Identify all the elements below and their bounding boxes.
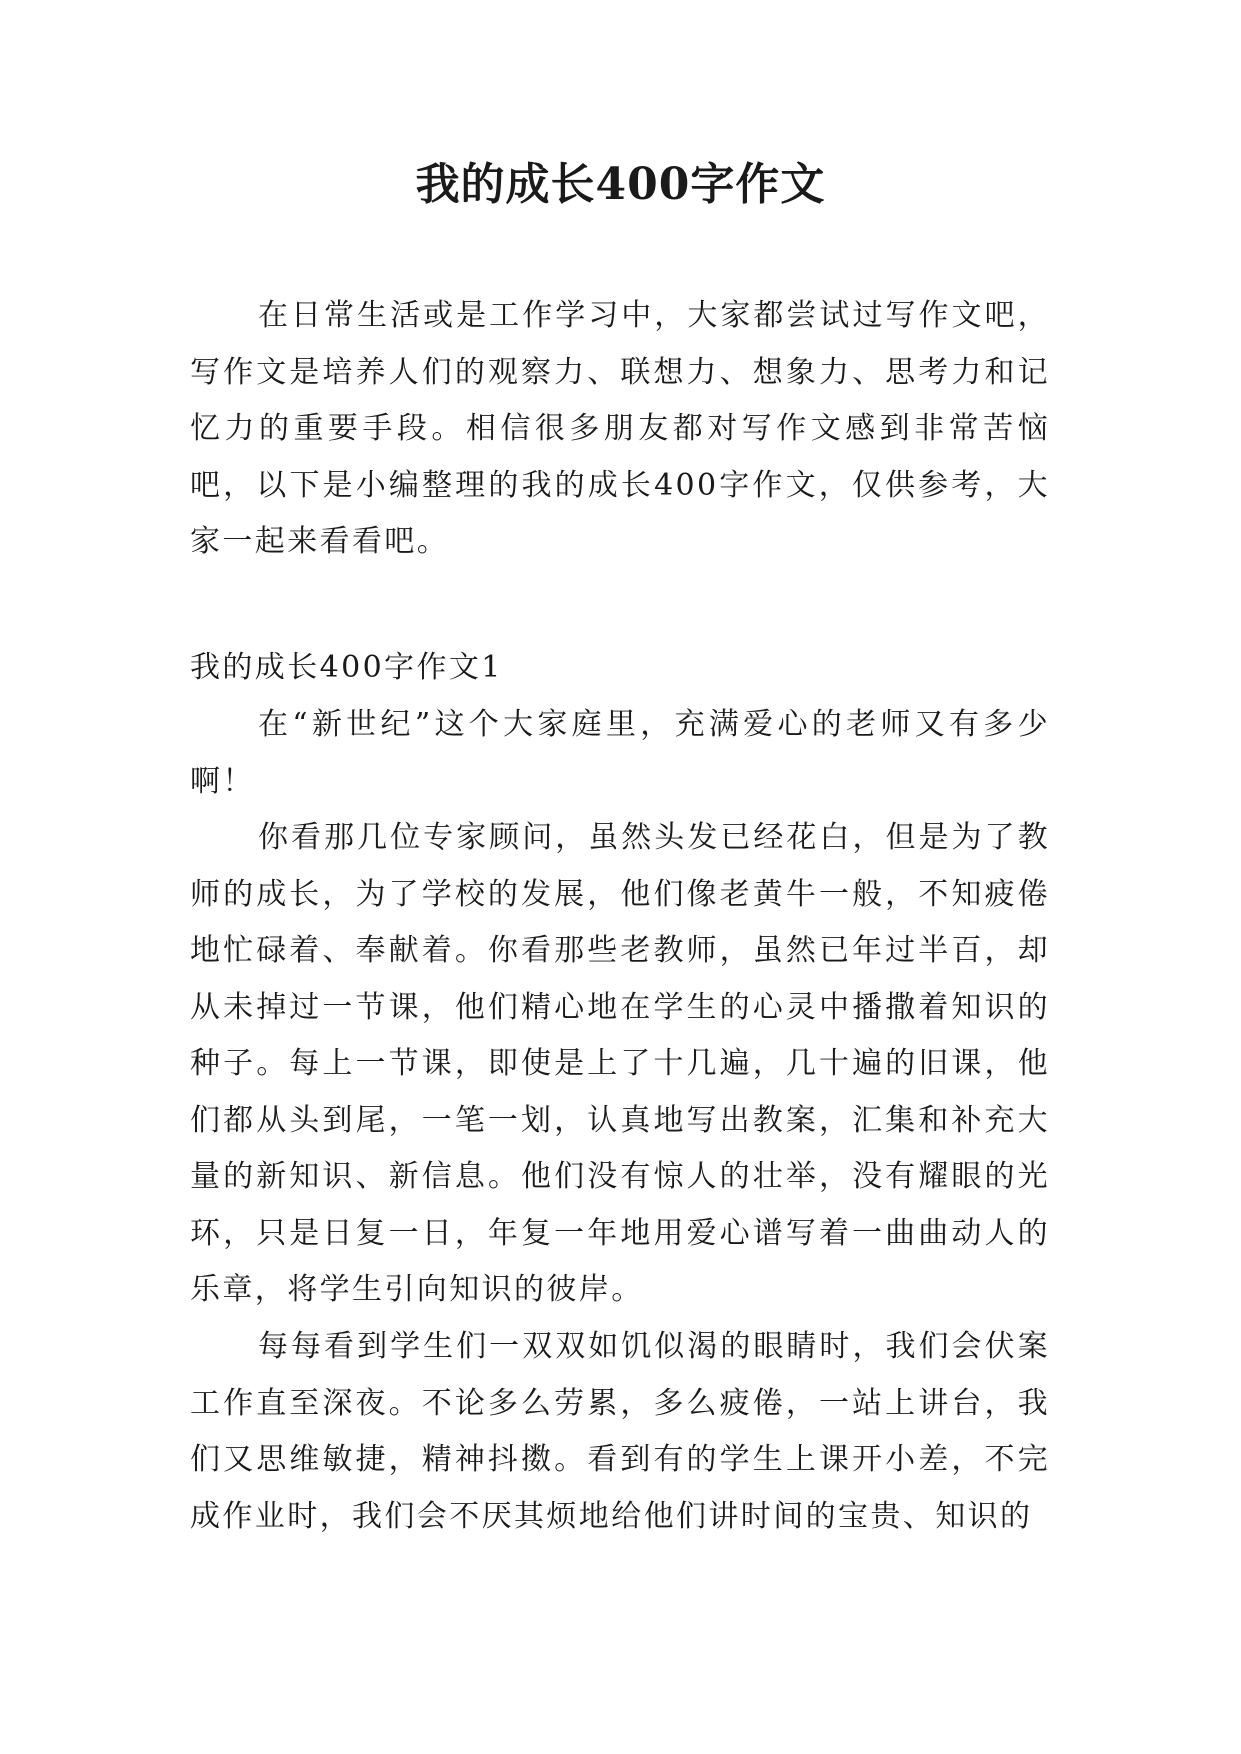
essay-paragraph-3: 每每看到学生们一双双如饥似渴的眼睛时，我们会伏案工作直至深夜。不论多么劳累，多么疲倦，一站上讲台，我们又思维敏捷，精神抖擞。看到有的学生上课开小差，不完成作业时，我们会不厌其烦地给他们讲时间的宝贵、知识的 — [190, 1329, 1050, 1534]
intro-paragraph: 在日常生活或是工作学习中，大家都尝试过写作文吧，写作文是培养人们的观察力、联想力、想象力、思考力和记忆力的重要手段。相信很多朋友都对写作文感到非常苦恼吧，以下是小编整理的我的成长400字作文，仅供参考，大家一起来看看吧。 — [190, 298, 1050, 559]
section-heading: 我的成长400字作文1 — [190, 650, 503, 685]
document-title: 我的成长400字作文 — [415, 159, 826, 210]
essay-paragraph-2: 你看那几位专家顾问，虽然头发已经花白，但是为了教师的成长，为了学校的发展，他们像老黄牛一般，不知疲倦地忙碌着、奉献着。你看那些老教师，虽然已年过半百，却从未掉过一节课，他们精心地在学生的心灵中播撒着知识的种子。每上一节课，即使是上了十几遍，几十遍的旧课，他们都从头到尾，一笔一划，认真地写出教案，汇集和补充大量的新知识、新信息。他们没有惊人的壮举，没有耀眼的光环，只是日复一日，年复一年地用爱心谱写着一曲曲动人的乐章，将学生引向知识的彼岸。 — [190, 820, 1050, 1307]
essay-paragraph-1: 在“新世纪”这个大家庭里，充满爱心的老师又有多少啊！ — [190, 707, 1050, 799]
